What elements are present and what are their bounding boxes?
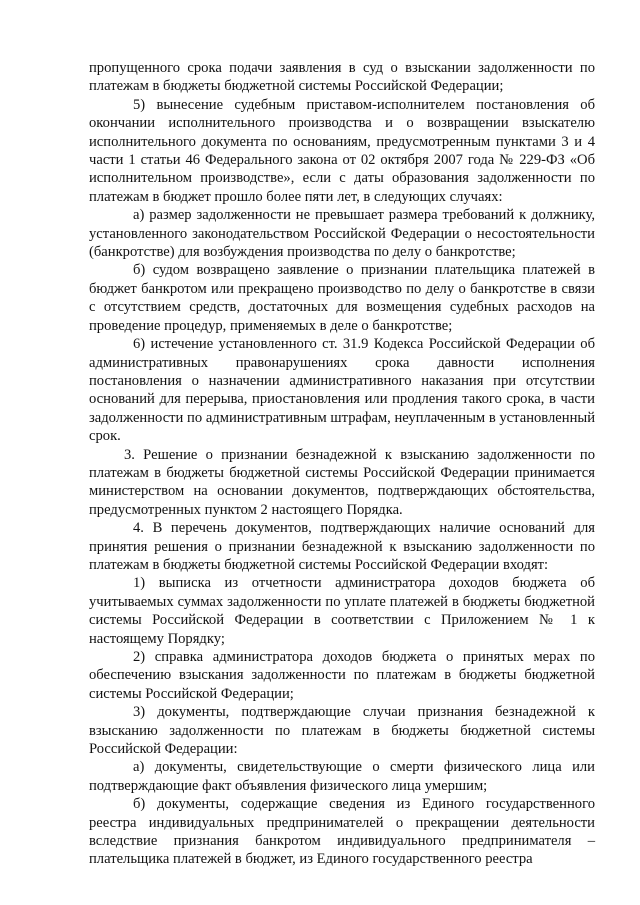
- paragraph-1: пропущенного срока подачи заявления в суд о взыскании задолженности по платежам в бюджеты бюджетной системы Российской Федерации;: [89, 60, 595, 95]
- paragraph-12: б) документы, содержащие сведения из Единого государственного реестра индивидуальных предпринимателей о прекращении деятельности вследствие признания банкротом индивидуального предпринимателя – плательщика платежей в бюджет, из Единого государственного реестра: [89, 796, 595, 868]
- paragraph-3: а) размер задолженности не превышает размера требований к должнику, установленного законодательством Российской Федерации о несостоятельности (банкротстве) для возбуждения производства по делу о банкротстве;: [89, 207, 595, 261]
- paragraph-5: 6) истечение установленного ст. 31.9 Кодекса Российской Федерации об административных правонарушениях срока давности исполнения постановления о назначении административного наказания при отсутствии оснований для перерыва, приостановления или продления такого срока, в части задолженности по административным штрафам, неуплаченным в установленный срок.: [89, 336, 595, 445]
- paragraph-7: 4. В перечень документов, подтверждающих наличие оснований для принятия решения о признании безнадежной к взысканию задолженности по платежам в бюджеты бюджетной системы Российской Федерации входят:: [89, 520, 595, 573]
- paragraph-10: 3) документы, подтверждающие случаи признания безнадежной к взысканию задолженности по платежам в бюджеты бюджетной системы Российской Федерации:: [89, 704, 595, 758]
- paragraph-6: 3. Решение о признании безнадежной к взысканию задолженности по платежам в бюджеты бюджетной системы Российской Федерации принимается министерством на основании документов, подтверждающих обстоятельства, предусмотренных пунктом 2 настоящего Порядка.: [89, 446, 595, 518]
- paragraph-4: б) судом возвращено заявление о признании плательщика платежей в бюджет банкротом или прекращено производство по делу о банкротстве в связи с отсутствием средств, достаточных для возмещения судебных расходов на проведение процедур, применяемых в деле о банкротстве;: [89, 262, 595, 334]
- paragraph-2: 5) вынесение судебным приставом-исполнителем постановления об окончании исполнительного производства и о возвращении взыскателю исполнительного документа по основаниям, предусмотренным пунктами 3 и 4 части 1 статьи 46 Федерального закона от 02 октября 2007 года № 229-ФЗ «Об исполнительном производстве», если с даты образования задолженности по платежам в бюджет прошло более пяти лет, в следующих случаях:: [89, 96, 595, 205]
- document-page: [89, 59, 595, 869]
- paragraph-11: а) документы, свидетельствующие о смерти физического лица или подтверждающие факт объявления физического лица умершим;: [89, 759, 595, 794]
- paragraph-9: 2) справка администратора доходов бюджета о принятых мерах по обеспечению взыскания задолженности по платежам в бюджеты бюджетной системы Российской Федерации;: [89, 649, 595, 702]
- paragraph-8: 1) выписка из отчетности администратора доходов бюджета об учитываемых суммах задолженности по уплате платежей в бюджеты бюджетной системы Российской Федерации в соответствии с Приложением № 1 к настоящему Порядку;: [89, 575, 595, 647]
